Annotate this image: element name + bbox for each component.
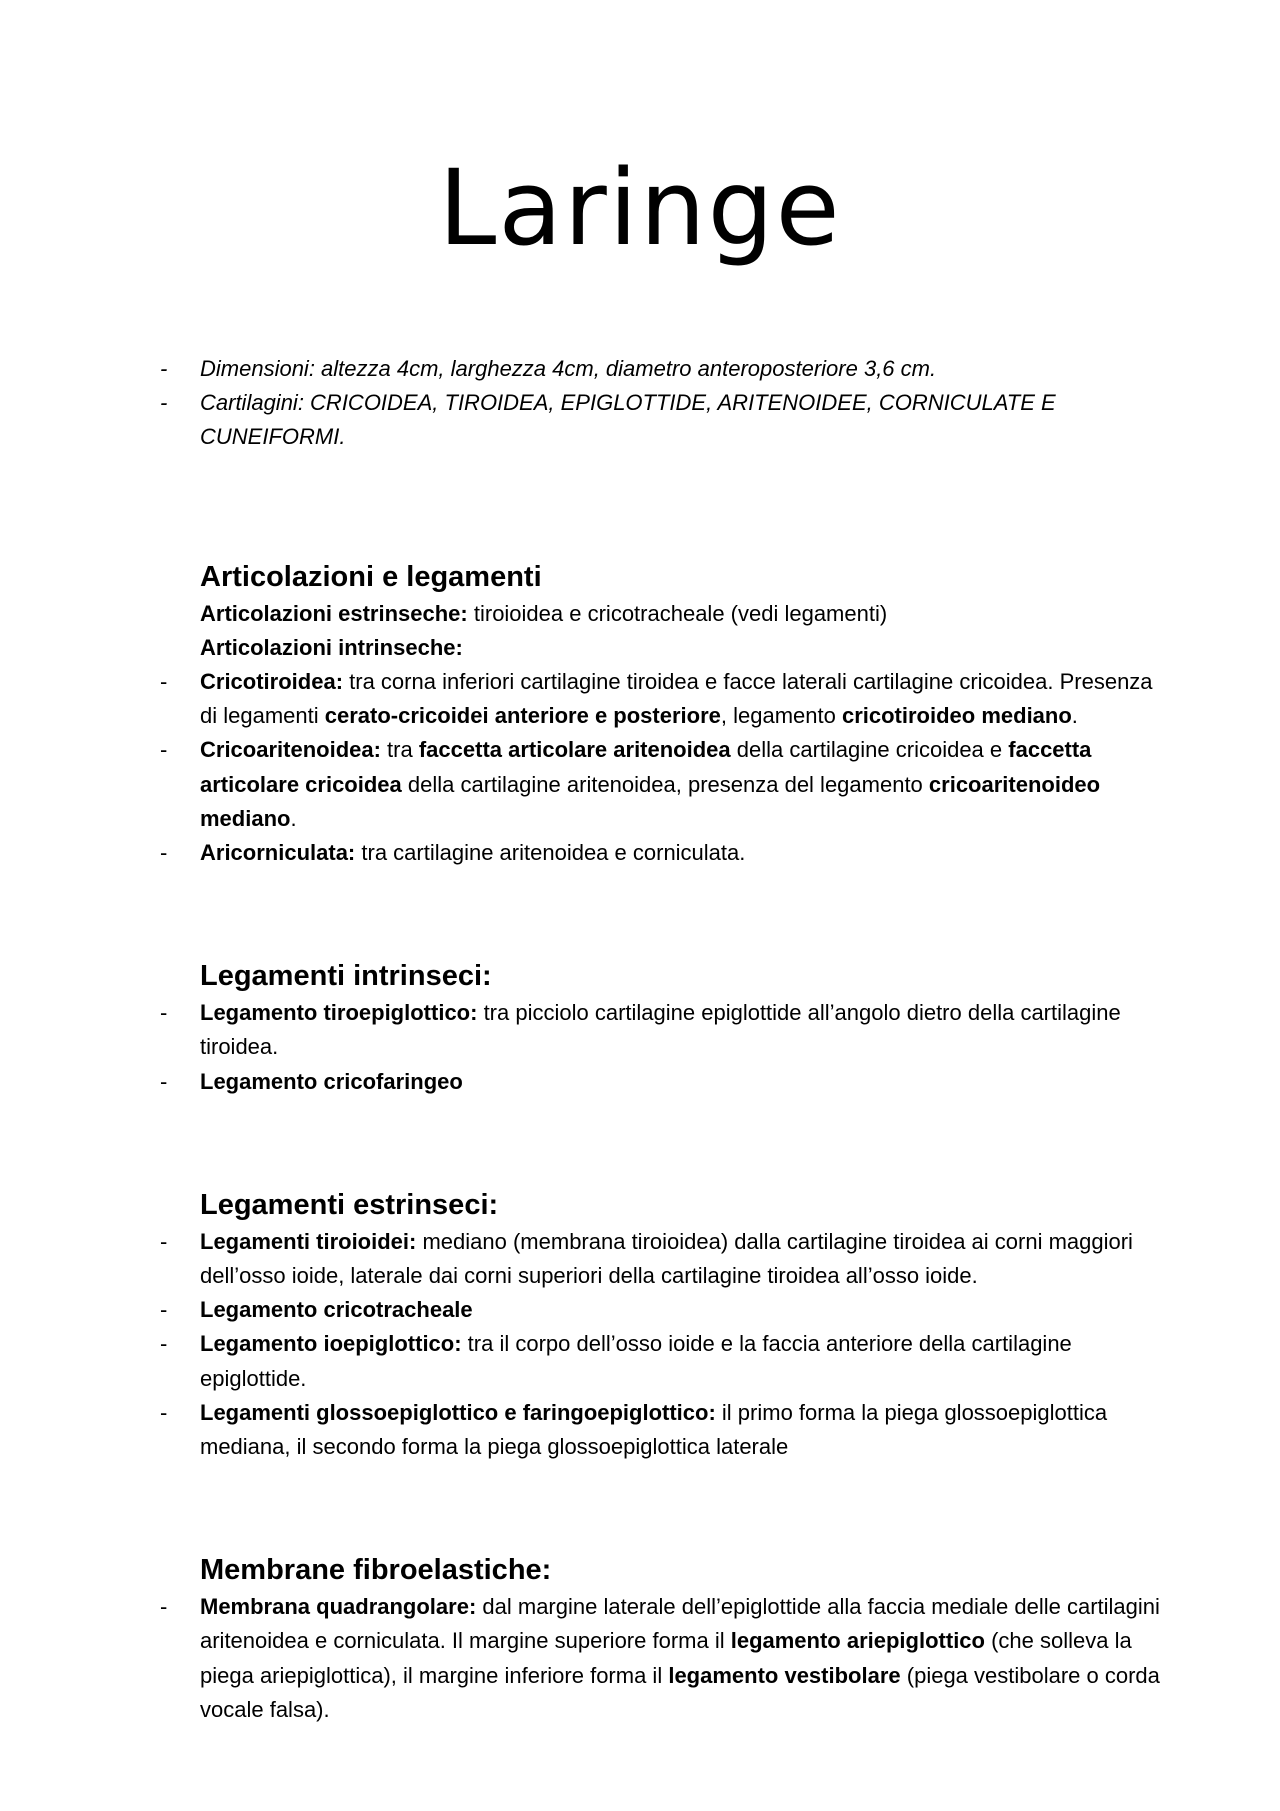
bullet-dash: - [160, 1228, 168, 1254]
section-heading-membrane: Membrane fibroelastiche: [200, 1554, 552, 1587]
list-item: - Legamento cricotracheale [160, 1293, 1160, 1327]
bullet-dash: - [160, 1594, 168, 1620]
bullet-dash: - [160, 669, 168, 695]
page-title: Laringe [438, 147, 842, 269]
bullet-dash: - [160, 1000, 168, 1026]
list-item: - Legamenti glossoepiglottico e faringoepiglottico: il primo forma la piega glossoepiglottica mediana, il secondo forma la piega glossoepiglottica laterale [160, 1396, 1160, 1464]
bullet-dash: - [160, 356, 168, 381]
intro-dimensioni: Dimensioni: altezza 4cm, larghezza 4cm, diametro anteroposteriore 3,6 cm. [200, 356, 937, 381]
list-item: - Membrana quadrangolare: dal margine laterale dell’epiglottide alla faccia mediale delle cartilagini aritenoidea e corniculata. Il margine superiore forma il legamento ariepiglottico (che solleva la piega ariepiglottica), il margine inferiore forma il legamento vestibolare (piega vestibolare o corda vocale falsa). [160, 1590, 1160, 1727]
bullet-dash: - [160, 1068, 168, 1094]
bullet-dash: - [160, 840, 168, 866]
bullet-dash: - [160, 737, 168, 763]
list-item: - Legamento ioepiglottico: tra il corpo dell’osso ioide e la faccia anteriore della cartilagine epiglottide. [160, 1327, 1160, 1395]
list-item: - Cricotiroidea: tra corna inferiori cartilagine tiroidea e facce laterali cartilagine cricoidea. Presenza di legamenti cerato-cricoidei anteriore e posteriore, legamento cricotiroideo mediano. [160, 665, 1160, 733]
list-item: - Cricoaritenoidea: tra faccetta articolare aritenoidea della cartilagine cricoidea e faccetta articolare cricoidea della cartilagine aritenoidea, presenza del legamento cricoaritenoideo mediano. [160, 733, 1160, 836]
document-body [160, 352, 1160, 1727]
list-item: - Legamenti tiroioidei: mediano (membrana tiroioidea) dalla cartilagine tiroidea ai corni maggiori dell’osso ioide, laterale dai corni superiori della cartilagine tiroidea all’osso ioide. [160, 1225, 1160, 1293]
bullet-dash: - [160, 1399, 168, 1425]
bullet-dash: - [160, 1297, 168, 1323]
bullet-dash: - [160, 1331, 168, 1357]
list-item: - Aricorniculata: tra cartilagine aritenoidea e corniculata. [160, 836, 1160, 870]
section-heading-estrinseci: Legamenti estrinseci: [200, 1188, 499, 1221]
list-item [160, 386, 1160, 454]
paragraph-intrinseche: Articolazioni intrinseche: [200, 634, 463, 660]
bullet-dash: - [160, 390, 168, 416]
section-heading-articolazioni: Articolazioni e legamenti [200, 560, 542, 593]
intro-cartilagini: Cartilagini: CRICOIDEA, TIROIDEA, EPIGLOTTIDE, ARITENOIDEE, CORNICULATE E CUNEIFORMI. [200, 390, 1056, 450]
list-item [160, 352, 1160, 386]
list-item: - Legamento cricofaringeo [160, 1065, 1160, 1099]
paragraph-estrinseche: Articolazioni estrinseche: tiroioidea e cricotracheale (vedi legamenti) [200, 600, 888, 626]
section-heading-intrinseci: Legamenti intrinseci: [200, 960, 492, 993]
list-item: - Legamento tiroepiglottico: tra picciolo cartilagine epiglottide all’angolo dietro della cartilagine tiroidea. [160, 996, 1160, 1064]
